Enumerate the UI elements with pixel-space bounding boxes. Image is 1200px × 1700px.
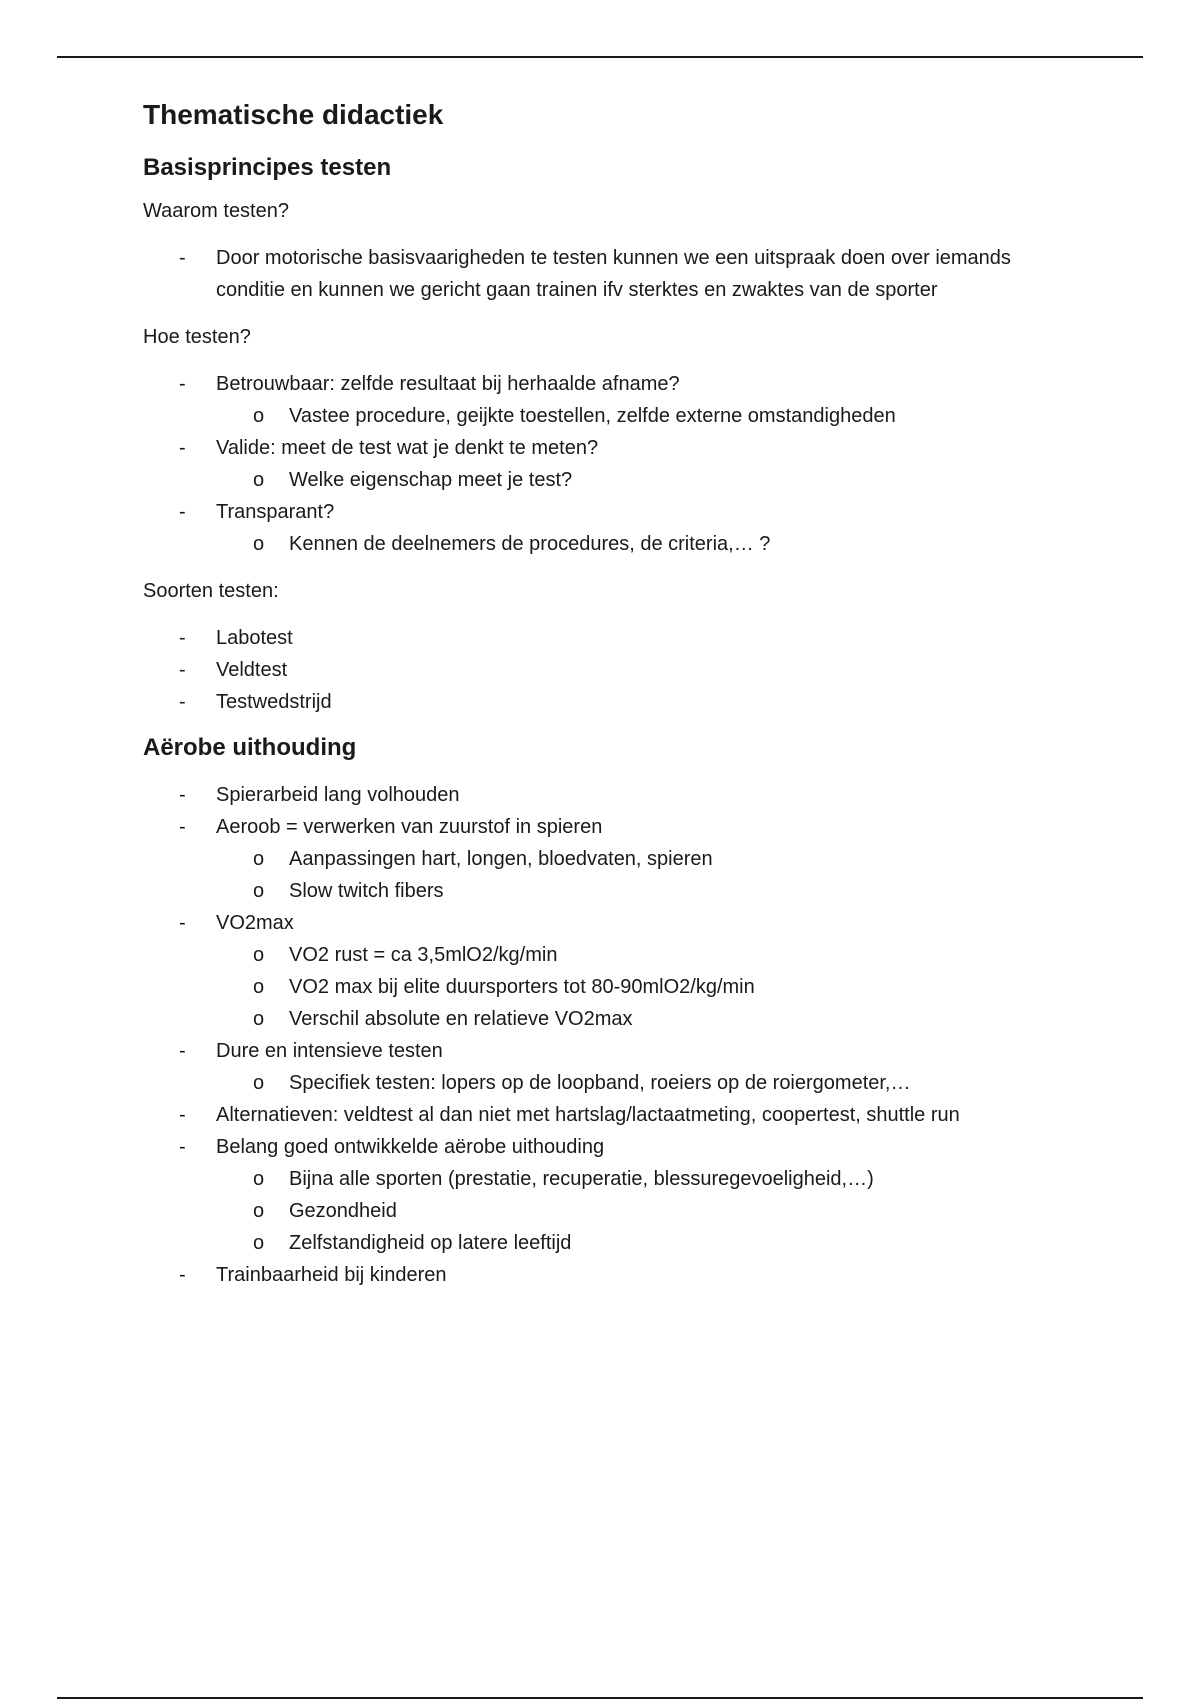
header-rule	[57, 56, 1143, 58]
question-hoe: Hoe testen?	[143, 326, 251, 349]
sub-list-item-text: Zelfstandigheid op latere leeftijd	[289, 1232, 572, 1255]
sub-list-item	[143, 1067, 1043, 1099]
sub-list-item	[143, 1195, 1043, 1227]
circle-bullet: o	[253, 848, 265, 871]
sub-list-item	[143, 1003, 1043, 1035]
dash-bullet: -	[179, 1264, 186, 1287]
sub-list-item	[143, 971, 1043, 1003]
sub-list-item-text: Vastee procedure, geijkte toestellen, zelfde externe omstandigheden	[289, 405, 896, 428]
circle-bullet: o	[253, 880, 265, 903]
sub-list-item	[143, 939, 1043, 971]
sub-list	[216, 528, 1043, 560]
list-waarom	[143, 242, 1043, 306]
list-item-text: Valide: meet de test wat je denkt te meten?	[216, 437, 599, 460]
sub-list-item	[143, 1163, 1043, 1195]
section-heading-basisprincipes: Basisprincipes testen	[143, 153, 392, 181]
list-item	[143, 686, 1043, 718]
list-item-text: Door motorische basisvaarigheden te testen kunnen we een uitspraak doen over iemands conditie en kunnen we gericht gaan trainen ifv sterktes en zwaktes van de sporter	[216, 247, 1011, 302]
list-item-text: Veldtest	[216, 659, 288, 682]
sub-list-item-text: Gezondheid	[289, 1200, 397, 1223]
list-item-text: Labotest	[216, 627, 293, 650]
list-item	[143, 496, 1043, 560]
circle-bullet: o	[253, 1008, 265, 1031]
dash-bullet: -	[179, 912, 186, 935]
sub-list-item	[143, 464, 1043, 496]
dash-bullet: -	[179, 659, 186, 682]
circle-bullet: o	[253, 944, 265, 967]
dash-bullet: -	[179, 501, 186, 524]
dash-bullet: -	[179, 691, 186, 714]
circle-bullet: o	[253, 976, 265, 999]
circle-bullet: o	[253, 1200, 265, 1223]
document-body	[143, 98, 1043, 1309]
list-item	[143, 779, 1043, 811]
sub-list	[216, 939, 1043, 1035]
circle-bullet: o	[253, 1168, 265, 1191]
list-item	[143, 368, 1043, 432]
dash-bullet: -	[179, 437, 186, 460]
footer-rule	[57, 1697, 1143, 1699]
list-item-text: Alternatieven: veldtest al dan niet met hartslag/lactaatmeting, coopertest, shuttle run	[216, 1104, 960, 1127]
sub-list-item-text: Welke eigenschap meet je test?	[289, 469, 573, 492]
list-aerobe	[143, 779, 1043, 1291]
dash-bullet: -	[179, 247, 186, 270]
list-item-text: Testwedstrijd	[216, 691, 332, 714]
sub-list-item-text: Specifiek testen: lopers op de loopband, roeiers op de roiergometer,…	[289, 1072, 911, 1095]
list-item	[143, 1099, 1043, 1131]
question-soorten: Soorten testen:	[143, 580, 279, 603]
sub-list	[216, 464, 1043, 496]
dash-bullet: -	[179, 627, 186, 650]
circle-bullet: o	[253, 533, 265, 556]
circle-bullet: o	[253, 405, 265, 428]
list-item-text: Betrouwbaar: zelfde resultaat bij herhaalde afname?	[216, 373, 680, 396]
dash-bullet: -	[179, 1136, 186, 1159]
sub-list	[216, 1067, 1043, 1099]
dash-bullet: -	[179, 784, 186, 807]
sub-list-item-text: Aanpassingen hart, longen, bloedvaten, spieren	[289, 848, 713, 871]
list-item	[143, 1035, 1043, 1099]
sub-list	[216, 400, 1043, 432]
dash-bullet: -	[179, 373, 186, 396]
sub-list-item-text: VO2 rust = ca 3,5mlO2/kg/min	[289, 944, 558, 967]
list-item-text: Dure en intensieve testen	[216, 1040, 443, 1063]
list-item	[143, 622, 1043, 654]
sub-list-item	[143, 1227, 1043, 1259]
sub-list-item	[143, 875, 1043, 907]
sub-list-item	[143, 528, 1043, 560]
circle-bullet: o	[253, 1072, 265, 1095]
list-item-text: Aeroob = verwerken van zuurstof in spieren	[216, 816, 603, 839]
sub-list-item	[143, 843, 1043, 875]
list-item-text: Transparant?	[216, 501, 335, 524]
sub-list-item	[143, 400, 1043, 432]
sub-list-item-text: Bijna alle sporten (prestatie, recuperatie, blessuregevoeligheid,…)	[289, 1168, 874, 1191]
dash-bullet: -	[179, 1104, 186, 1127]
list-item	[143, 1131, 1043, 1259]
dash-bullet: -	[179, 816, 186, 839]
circle-bullet: o	[253, 1232, 265, 1255]
question-waarom: Waarom testen?	[143, 200, 289, 223]
page-title: Thematische didactiek	[143, 99, 444, 130]
circle-bullet: o	[253, 469, 265, 492]
list-item	[143, 811, 1043, 907]
list-soorten	[143, 622, 1043, 718]
list-item	[143, 242, 1043, 306]
list-item	[143, 432, 1043, 496]
sub-list-item-text: Verschil absolute en relatieve VO2max	[289, 1008, 633, 1031]
section-heading-aerobe: Aërobe uithouding	[143, 734, 357, 762]
list-hoe	[143, 368, 1043, 560]
sub-list	[216, 1163, 1043, 1259]
sub-list-item-text: Kennen de deelnemers de procedures, de criteria,… ?	[289, 533, 771, 556]
list-item	[143, 907, 1043, 1035]
sub-list	[216, 843, 1043, 907]
list-item-text: Spierarbeid lang volhouden	[216, 784, 460, 807]
sub-list-item-text: Slow twitch fibers	[289, 880, 444, 903]
list-item	[143, 1259, 1043, 1291]
list-item-text: Trainbaarheid bij kinderen	[216, 1264, 447, 1287]
list-item-text: Belang goed ontwikkelde aërobe uithouding	[216, 1136, 605, 1159]
sub-list-item-text: VO2 max bij elite duursporters tot 80-90mlO2/kg/min	[289, 976, 755, 999]
list-item	[143, 654, 1043, 686]
dash-bullet: -	[179, 1040, 186, 1063]
list-item-text: VO2max	[216, 912, 294, 935]
